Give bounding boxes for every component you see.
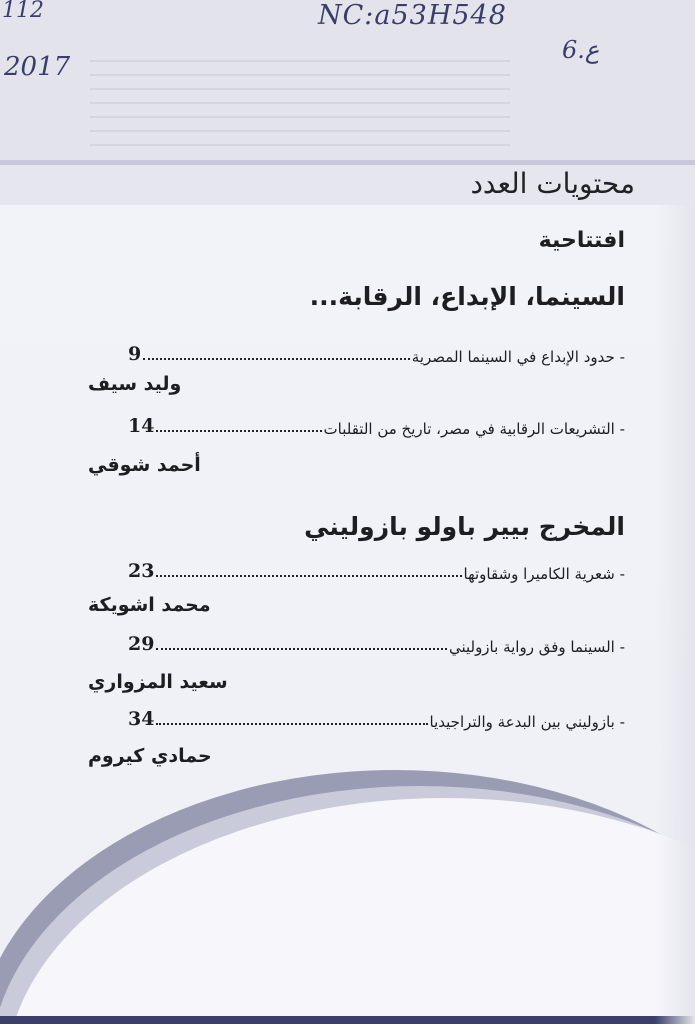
section-heading: المخرج بيير باولو بازوليني bbox=[304, 512, 625, 541]
handwritten-ref: 6.ع bbox=[562, 36, 600, 64]
toc-entry bbox=[128, 412, 625, 438]
toc-entry bbox=[128, 705, 625, 731]
section-heading: السينما، الإبداع، الرقابة... bbox=[309, 282, 625, 311]
toc-entry bbox=[128, 340, 625, 366]
leader-dots bbox=[156, 429, 321, 432]
entry-title: - شعرية الكاميرا وشقاوتها bbox=[463, 565, 625, 583]
page-title: محتويات العدد bbox=[470, 167, 635, 200]
leader-dots bbox=[156, 647, 446, 650]
handwritten-number: 112 bbox=[2, 0, 44, 23]
entry-author: حمادي كيروم bbox=[88, 745, 212, 767]
toc-entry bbox=[128, 557, 625, 583]
entry-title: - التشريعات الرقابية في مصر، تاريخ من التقلبات bbox=[323, 420, 625, 438]
page-number: 34 bbox=[128, 708, 155, 730]
page-number: 14 bbox=[128, 415, 155, 437]
editorial-heading: افتتاحية bbox=[538, 228, 625, 253]
page-number: 23 bbox=[128, 560, 155, 582]
leader-dots bbox=[156, 574, 461, 577]
leader-dots bbox=[143, 357, 410, 360]
toc-entry bbox=[128, 630, 625, 656]
leader-dots bbox=[156, 722, 427, 725]
entry-author: محمد اشويكة bbox=[88, 594, 211, 616]
entry-author: سعيد المزواري bbox=[88, 671, 228, 693]
entry-title: - السينما وفق رواية بازوليني bbox=[448, 638, 625, 656]
handwritten-year: 2017 bbox=[4, 52, 71, 82]
handwritten-code: NC:a53H548 bbox=[318, 0, 507, 31]
page-number: 9 bbox=[128, 343, 142, 365]
page-number: 29 bbox=[128, 633, 155, 655]
entry-author: وليد سيف bbox=[88, 373, 182, 395]
entry-author: أحمد شوقي bbox=[88, 454, 201, 476]
entry-title: - بازوليني بين البدعة والتراجيديا bbox=[429, 713, 625, 731]
entry-title: - حدود الإبداع في السينما المصرية bbox=[411, 348, 625, 366]
